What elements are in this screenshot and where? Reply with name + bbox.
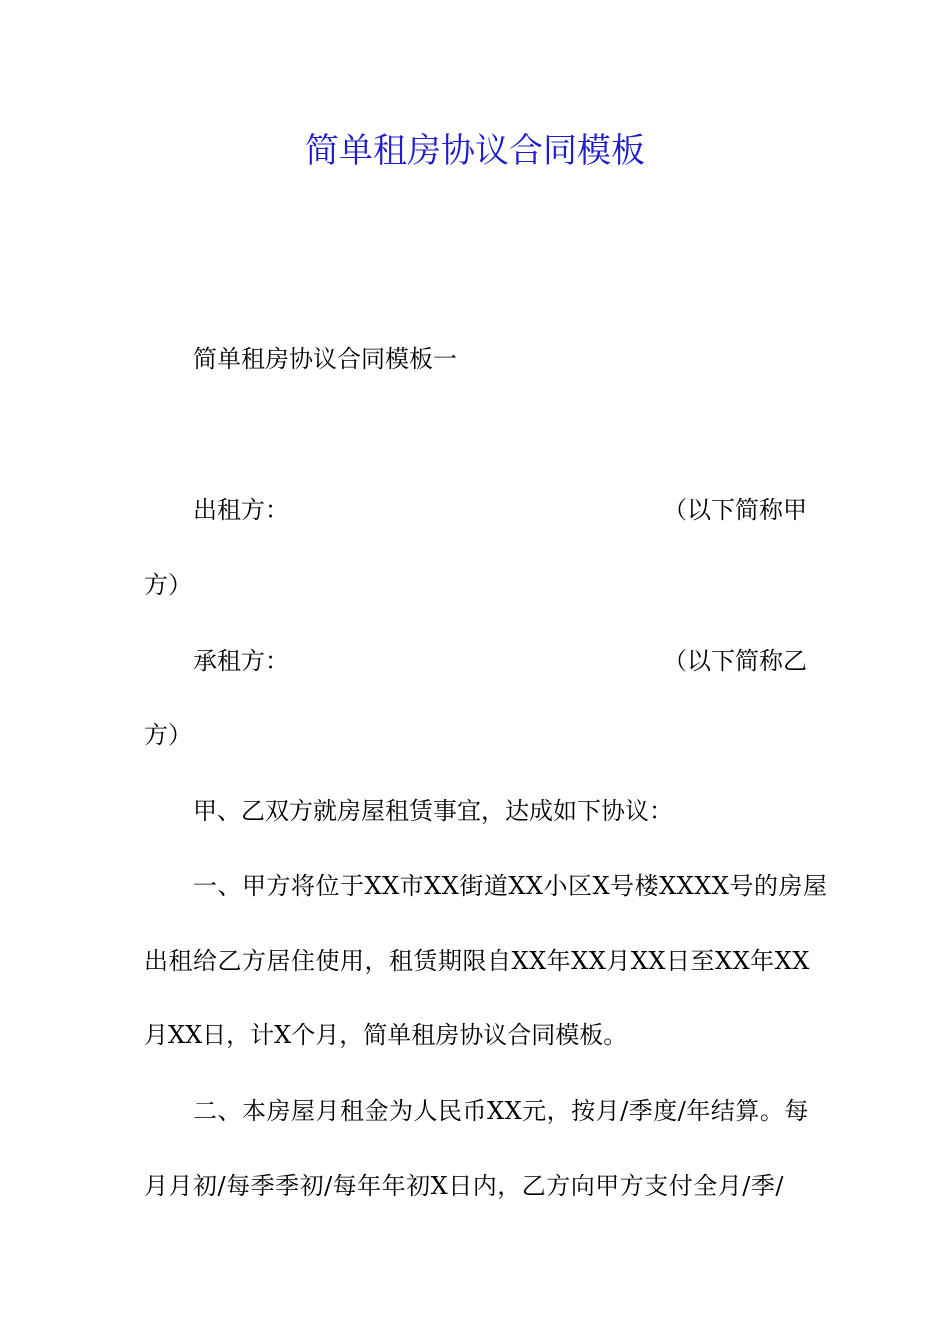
clause-2-line-2 xyxy=(144,1170,807,1202)
clause-2-line-2-text: 月月初/每季季初/每年年初X日内，乙方向甲方支付全月/季/ xyxy=(144,1172,784,1200)
clause-1-line-3: 月XX日，计X个月，简单租房协议合同模板。 xyxy=(144,1021,628,1049)
clause-2-line-1 xyxy=(193,1095,807,1127)
lessee-abbreviation: （以下简称乙 xyxy=(663,647,807,675)
lessor-label: 出租方： xyxy=(193,496,289,524)
lessee-label: 承租方： xyxy=(193,647,289,675)
agreement-intro: 甲、乙双方就房屋租赁事宜，达成如下协议： xyxy=(193,797,673,825)
clause-1-line-2-text: 出租给乙方居住使用，租赁期限自XX年XX月XX日至XX年XX xyxy=(144,947,810,975)
clause-1-line-1 xyxy=(193,870,828,902)
document-title: 简单租房协议合同模板 xyxy=(305,131,645,171)
clause-1-line-2 xyxy=(144,945,810,977)
lessor-abbreviation: （以下简称甲 xyxy=(663,496,807,524)
clause-2-line-1-text: 二、本房屋月租金为人民币XX元，按月/季度/年结算。每 xyxy=(193,1097,809,1125)
clause-1-line-1-text: 一、甲方将位于XX市XX街道XX小区X号楼XXXX号的房屋 xyxy=(193,872,828,900)
lessee-abbreviation-end: 方） xyxy=(144,721,192,749)
template-subtitle: 简单租房协议合同模板一 xyxy=(193,345,457,373)
lessor-abbreviation-end: 方） xyxy=(144,571,192,599)
